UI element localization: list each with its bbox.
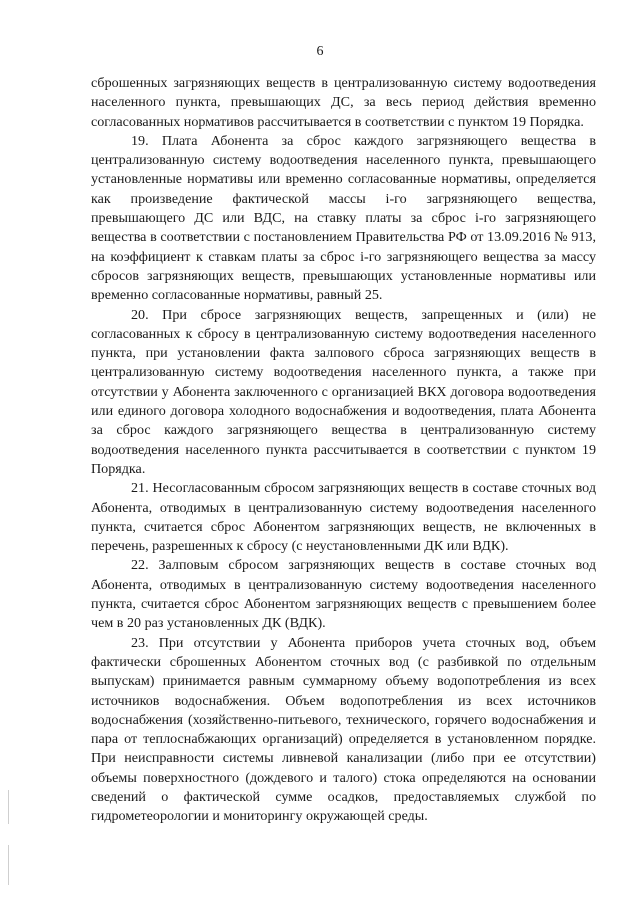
paragraph-21: 21. Несогласованным сбросом загрязняющих веществ в составе сточных вод Абонента, отводимых в централизованную систему водоотведения населенного пункта, считается сброс Абонентом загрязняющих веществ, не включенных в перечень, разрешенных к сбросу (с неустановленными ДК или ВДК).: [91, 480, 596, 555]
scan-margin-mark: [8, 845, 9, 885]
document-body: [91, 74, 596, 827]
paragraph-continuation: сброшенных загрязняющих веществ в централизованную систему водоотведения населенного пункта, превышающих ДС, за весь период действия временно согласованных нормативов рассчитывается в соответствии с пунктом 19 Порядка.: [91, 75, 596, 130]
paragraph-20: 20. При сбросе загрязняющих веществ, запрещенных и (или) не согласованных к сбросу в централизованную систему водоотведения населенного пункта, при установлении факта залпового сброса загрязняющих веществ в централизованную систему водоотведения населенного пункта, а также при отсутствии у Абонента заключенного с организацией ВКХ договора водоотведения или единого договора холодного водоснабжения и водоотведения, плата Абонента за сброс каждого загрязняющего вещества в централизованную систему водоотведения населенного пункта рассчитывается в соответствии с пунктом 19 Порядка.: [91, 306, 596, 477]
paragraph-22: 22. Залповым сбросом загрязняющих веществ в составе сточных вод Абонента, отводимых в централизованную систему водоотведения населенного пункта, считается сброс Абонентом загрязняющих веществ с превышением более чем в 20 раз установленных ДК (ВДК).: [91, 557, 596, 632]
paragraph-19: 19. Плата Абонента за сброс каждого загрязняющего вещества в централизованную систему водоотведения населенного пункта, превышающего установленные нормативы или временно согласованные нормативы, определяется как произведение фактической массы i-го загрязняющего вещества, превышающего ДС или ВДС, на ставку платы за сброс i-го загрязняющего вещества в соответствии с постановлением Правительства РФ от 13.09.2016 № 913, на коэффициент к ставкам платы за сброс i-го загрязняющего вещества за массу сбросов загрязняющих веществ, превышающих установленные нормативы или временно согласованные нормативы, равный 25.: [91, 132, 596, 304]
page-number: 6: [316, 44, 324, 59]
paragraph-23: 23. При отсутствии у Абонента приборов учета сточных вод, объем фактически сброшенных Абонентом сточных вод (с разбивкой по отдельным выпускам) принимается равным суммарному объему водопотребления из всех источников водоснабжения. Объем водопотребления из всех источников водоснабжения (хозяйственно-питьевого, технического, горячего водоснабжения и пара от теплоснабжающих организаций) определяется в установленном порядке. При неисправности системы ливневой канализации (либо при ее отсутствии) объемы поверхностного (дождевого и талого) стока определяются на основании сведений о фактической сумме осадков, предоставляемых службой по гидрометеорологии и мониторингу окружающей среды.: [91, 634, 596, 825]
scan-margin-mark: [8, 790, 9, 824]
